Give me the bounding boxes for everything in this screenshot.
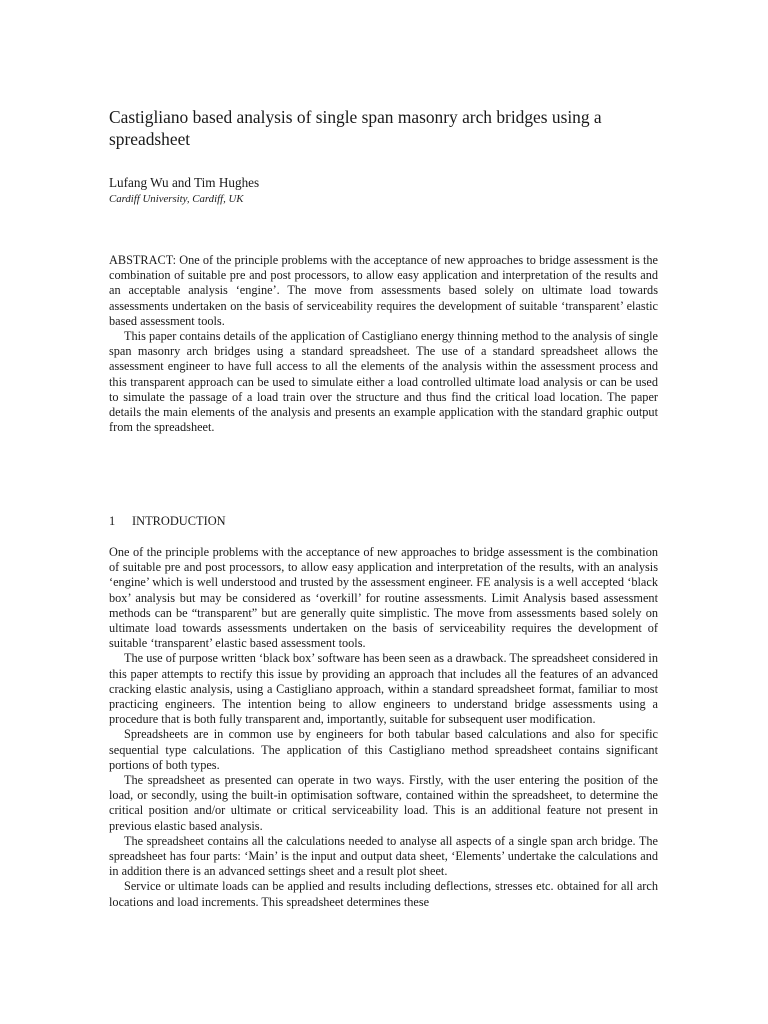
abstract-section (109, 253, 658, 435)
body-paragraph: The use of purpose written ‘black box’ software has been seen as a drawback. The spreadsheet considered in this paper attempts to rectify this issue by providing an approach that includes all the features of an advanced cracking elastic analysis, using a Castigliano approach, within a standard spreadsheet format, familiar to most practicing engineers. The intention being to allow engineers to understand bridge assessments using a procedure that is both fully transparent and, importantly, suitable for subsequent user modification. (109, 651, 658, 727)
body-paragraph: One of the principle problems with the acceptance of new approaches to bridge assessment is the combination of suitable pre and post processors, to allow easy application and interpretation of the results, with an analysis ‘engine’ which is well understood and trusted by the assessment engineer. FE analysis is a well accepted ‘black box’ analysis but may be considered as ‘overkill’ for routine assessments. Limit Analysis based assessment methods can be “transparent” but are generally quite simplistic. The move from assessments based solely on ultimate load towards assessments undertaken on the basis of serviceability requires the development of suitable ‘transparent’ elastic based assessment tools. (109, 545, 658, 651)
body-paragraph: The spreadsheet contains all the calculations needed to analyse all aspects of a single span arch bridge. The spreadsheet has four parts: ‘Main’ is the input and output data sheet, ‘Elements’ undertake the calculations and in addition there is an advanced settings sheet and a result plot sheet. (109, 833, 658, 879)
abstract-paragraph: ABSTRACT: One of the principle problems with the acceptance of new approaches to bridge assessment is the combination of suitable pre and post processors, to allow easy application and interpretation of the results and an acceptable analysis ‘engine’. The move from assessments based solely on ultimate load towards assessments undertaken on the basis of serviceability requires the development of suitable ‘transparent’ elastic based assessment tools. (109, 253, 658, 328)
section-number: 1 (109, 514, 116, 528)
abstract-paragraph: This paper contains details of the application of Castigliano energy thinning method to the analysis of single span masonry arch bridges using a standard spreadsheet. The use of a standard spreadsheet allows the assessment engineer to have full access to all the elements of the analysis within the assessment process and this transparent approach can be used to simulate either a load controlled ultimate load analysis or can be used to simulate the passage of a load train over the structure and thus find the critical load location. The paper details the main elements of the analysis and presents an example application with the standard graphic output from the spreadsheet. (109, 329, 658, 435)
paper-affiliation: Cardiff University, Cardiff, UK (109, 193, 244, 205)
paper-authors: Lufang Wu and Tim Hughes (109, 175, 260, 190)
paper-title: Castigliano based analysis of single span masonry arch bridges using a spreadsheet (109, 107, 602, 149)
body-paragraph: Service or ultimate loads can be applied and results including deflections, stresses etc. obtained for all arch locations and load increments. This spreadsheet determines these (109, 879, 658, 909)
body-paragraph: Spreadsheets are in common use by engineers for both tabular based calculations and also for specific sequential type calculations. The application of this Castigliano method spreadsheet contains significant portions of both types. (109, 727, 658, 772)
introduction-body (109, 545, 658, 910)
section-heading (109, 514, 226, 529)
body-paragraph: The spreadsheet as presented can operate in two ways. Firstly, with the user entering the position of the load, or secondly, using the built-in optimisation software, contained within the spreadsheet, to determine the critical position and/or ultimate or critical serviceability load. This is an additional feature not present in previous elastic based analysis. (109, 773, 658, 833)
section-title: INTRODUCTION (132, 514, 226, 528)
